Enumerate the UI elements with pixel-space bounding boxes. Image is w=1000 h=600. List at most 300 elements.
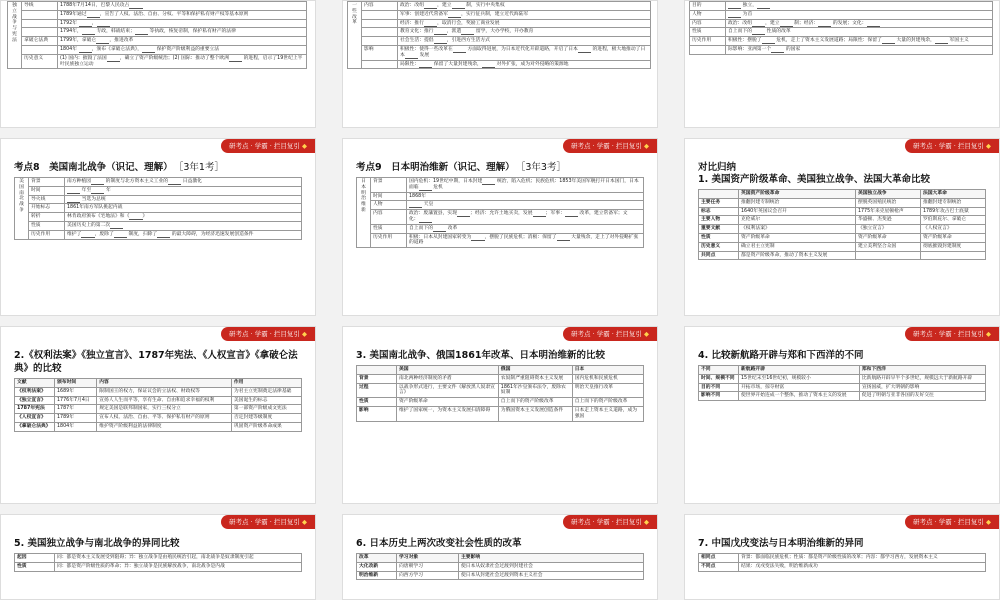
- fill-blank: [482, 179, 495, 185]
- table-cell: 彻底摧毁封建制度: [920, 242, 985, 251]
- nav-badge[interactable]: 研考点 · 学霸 · 拦目复引 ◆: [221, 327, 315, 341]
- table-cell: 维护了国家统一，为资本主义发展扫清障碍: [397, 406, 499, 421]
- row-value: 美国历史上的第二次: [65, 221, 302, 230]
- table-row: [348, 60, 651, 69]
- row-value: 社会生活：提倡 ，引进西方生活方式: [398, 37, 651, 46]
- fill-blank: [114, 232, 127, 238]
- fill-blank: [129, 3, 142, 9]
- row-value: 政治：废藩置县，实现 ；经济：允许土地买卖，发展 ；军事： 改革，建立常备军；文化：: [407, 210, 644, 225]
- fill-blank: [448, 12, 461, 18]
- table-cell: 资产阶级革命: [739, 233, 856, 242]
- table-row: [357, 210, 644, 225]
- row-value: 局限性： 保留了大量封建残余， 对外扩张，成为对外侵略的策源地: [398, 60, 651, 69]
- table-cell: 主要人物: [699, 216, 739, 225]
- table-cell: 美国诞生的标志: [231, 396, 301, 405]
- table-reforms: [356, 365, 644, 422]
- row-key: 开始标志: [29, 204, 65, 213]
- table-cell: 影响不同: [699, 392, 739, 401]
- nav-badge[interactable]: 研考点 · 学霸 · 拦目复引 ◆: [221, 515, 315, 529]
- table-cell: 明治天皇推行改革: [572, 383, 643, 398]
- fill-blank: [97, 21, 110, 27]
- table-cell: 背景：都面临民族危机；性质：都是资产阶级性质的改革；内容：都学习西方，发展资本主义: [739, 554, 986, 563]
- row-key: 性质: [371, 224, 407, 233]
- fill-blank: [67, 188, 80, 194]
- table-cell: 华盛顿、杰斐逊: [855, 216, 920, 225]
- fill-blank: [409, 202, 422, 208]
- row-key: [22, 45, 58, 54]
- column-header: 文献: [15, 379, 55, 388]
- fill-blank: [419, 185, 432, 191]
- table-cell: 以战争形式进行，主要文件《解放黑人奴隶宣言》: [397, 383, 499, 398]
- table-row: [8, 45, 307, 54]
- fill-blank: [229, 56, 242, 62]
- row-value: 维护了 ，废除了 制度，扫除了 的最大障碍，为经济迅速发展创造条件: [65, 230, 302, 239]
- table-french-revolution: [7, 1, 307, 69]
- row-key: [690, 45, 726, 54]
- column-header: 新航路开辟: [739, 366, 860, 375]
- column-header: 学习对象: [397, 554, 459, 563]
- column-header: 日本: [572, 366, 643, 375]
- row-key: 时间: [371, 192, 407, 201]
- column-header: 不同: [699, 366, 739, 375]
- table-cell: 使世界开始连成一个整体，推动了资本主义的发展: [739, 392, 860, 401]
- table-cell: 不同点: [699, 562, 739, 571]
- row-key: [362, 10, 398, 19]
- fill-blank: [142, 47, 155, 53]
- fill-blank: [780, 21, 793, 27]
- fill-blank: [96, 38, 109, 44]
- fill-blank: [533, 211, 546, 217]
- slide-meiji-restoration: [342, 138, 658, 316]
- row-key: [362, 19, 398, 28]
- row-value: 独立，: [726, 2, 993, 11]
- table-cell: 《拿破仑法典》: [15, 422, 55, 431]
- row-value: 自上而下的 性质的改革: [726, 28, 993, 37]
- section-title: 2.《权利法案》《独立宣言》、1787年宪法、《人权宣言》《拿破仑法典》的比较: [14, 350, 298, 374]
- table-row: [699, 198, 986, 207]
- row-key: [362, 28, 398, 37]
- table-cell: 使日本从奴隶社会过渡到封建社会: [458, 562, 643, 571]
- table-cell: 《独立宣言》: [855, 225, 920, 234]
- table-row: [357, 562, 644, 571]
- slide-documents-comparison: [0, 326, 316, 504]
- table-cell: 共同点: [699, 251, 739, 260]
- table-row: [15, 396, 302, 405]
- table-cell: 《独立宣言》: [15, 396, 55, 405]
- table-cell: 1861年沙皇颁布法令，废除农奴制: [498, 383, 572, 398]
- fill-blank: [91, 188, 104, 194]
- column-header: 郑和下西洋: [859, 366, 985, 375]
- nav-badge[interactable]: 研考点 · 学霸 · 拦目复引 ◆: [563, 515, 657, 529]
- table-cell: 第一部资产阶级成文宪法: [231, 405, 301, 414]
- section-title: 对比归纳: [698, 162, 737, 173]
- row-value: 积极性：使得一些改革在 方面取得进展，为日本近代化开辟道路，开启了日本 的进程，极大地推动了日本 发展: [398, 45, 651, 60]
- table-cell: 摆脱英国殖民统治: [855, 198, 920, 207]
- table-documents: [14, 378, 302, 432]
- table-row: [15, 221, 302, 230]
- table-row: [15, 405, 302, 414]
- table-cell: 相同点: [699, 554, 739, 563]
- fill-blank: [419, 62, 432, 68]
- fill-blank: [129, 214, 142, 220]
- fill-blank: [578, 47, 591, 53]
- table-row: [8, 2, 307, 11]
- column-header: 美国独立战争: [855, 190, 920, 199]
- table-row: [690, 19, 993, 28]
- fill-blank: [434, 29, 447, 35]
- table-cell: 开拓市场，掠夺财富: [739, 383, 860, 392]
- table-row: [8, 28, 307, 37]
- table-row: [15, 230, 302, 239]
- fill-blank: [471, 235, 484, 241]
- table-cell: 时间、规模不同: [699, 374, 739, 383]
- table-row: [699, 242, 986, 251]
- table-row: [348, 28, 651, 37]
- table-cell: 背景: [357, 374, 397, 383]
- table-row: [357, 398, 644, 407]
- table-cell: 巩固资产阶级革命成果: [231, 422, 301, 431]
- fill-blank: [728, 3, 741, 9]
- row-value: 天皇: [407, 201, 644, 210]
- section-subtitle: 1. 美国资产阶级革命、美国独立战争、法国大革命比较: [698, 174, 931, 185]
- fill-blank: [79, 21, 92, 27]
- fill-blank: [405, 53, 418, 59]
- table-reform: [347, 1, 651, 69]
- row-key: 人物: [371, 201, 407, 210]
- table-row: [699, 216, 986, 225]
- table-cell: 南北两种经济制度的矛盾: [397, 374, 499, 383]
- row-value: 经济：推行 ，取消行会，奖励工商业发展: [398, 19, 651, 28]
- table-japan-reforms: [356, 553, 644, 580]
- section-title: 5. 美国独立战争与南北战争的异同比较: [14, 538, 180, 549]
- fill-blank: [557, 235, 570, 241]
- table-cell: 为君主立宪制奠定法律基础: [231, 387, 301, 396]
- fill-blank: [424, 3, 437, 9]
- table-row: [15, 414, 302, 423]
- row-key: 影响: [362, 45, 398, 60]
- table-cell: 自上而下的资产阶级改革: [498, 398, 572, 407]
- fill-blank: [867, 21, 880, 27]
- table-voyages: [698, 365, 986, 401]
- table-cell: 过程: [357, 383, 397, 398]
- column-header: 法国大革命: [920, 190, 985, 199]
- table-row: [699, 562, 986, 571]
- table-cell: 目的不同: [699, 383, 739, 392]
- column-header: 俄国: [498, 366, 572, 375]
- fill-blank: [757, 3, 770, 9]
- slide-french-revolution: [0, 0, 316, 128]
- row-key: 历史作用: [690, 37, 726, 46]
- table-cell: 资产阶级革命: [397, 398, 499, 407]
- row-key: 历史意义: [22, 54, 58, 69]
- table-row: [699, 392, 986, 401]
- row-key: [362, 60, 398, 69]
- fill-blank: [424, 21, 437, 27]
- table-row: [357, 571, 644, 580]
- table-reform-summary: [689, 1, 993, 55]
- row-key: 背景: [29, 178, 65, 187]
- fill-blank: [728, 12, 741, 18]
- fill-blank: [110, 223, 123, 229]
- table-row: [15, 195, 302, 204]
- row-value: 为首: [726, 10, 993, 19]
- table-row: [357, 233, 644, 248]
- table-cell: 自上而下的资产阶级改革: [572, 398, 643, 407]
- fill-blank: [457, 211, 470, 217]
- section-title: 考点9 日本明治维新（识记、理解） ［3年3考］: [356, 162, 566, 173]
- table-cell: 性质: [699, 233, 739, 242]
- fill-blank: [935, 38, 948, 44]
- table-cell: 1776年7月4日: [55, 396, 97, 405]
- table-cell: 资产阶级革命: [920, 233, 985, 242]
- fill-blank: [882, 38, 895, 44]
- table-row: [15, 186, 302, 195]
- row-value: 1794年， 专政，韩战结束； 等执政，恢复帝制，保护私有财产的法律: [58, 28, 307, 37]
- row-value: 自上而下的 改革: [407, 224, 644, 233]
- row-key: [22, 10, 58, 19]
- row-value: 际影响：亚洲第一个 的国家: [726, 45, 993, 54]
- column-header: 内容: [97, 379, 232, 388]
- column-header: [357, 366, 397, 375]
- table-china-japan: [698, 553, 986, 572]
- row-value: 政治：改组 ，建立 制；经济： 的发展；文化：: [726, 19, 993, 28]
- row-key: 背景: [371, 178, 407, 193]
- row-value: 1788年7月14日，巴黎人民攻占: [58, 2, 307, 11]
- fill-blank: [461, 29, 474, 35]
- table-cell: 《人权宣言》: [15, 414, 55, 423]
- row-key: 性质: [29, 221, 65, 230]
- side-label: 一些改革: [348, 2, 362, 69]
- table-cell: 宣布人权、法治、自由、平等、保护私有财产的原则: [97, 414, 232, 423]
- nav-badge[interactable]: 研考点 · 学霸 · 拦目复引 ◆: [905, 327, 999, 341]
- table-cell: 同：都是资本主义发展受到阻碍；异：独立战争是由殖民统治引起，南北战争是奴隶制度引起: [55, 554, 302, 563]
- fill-blank: [107, 56, 120, 62]
- row-key: 内容: [371, 210, 407, 225]
- table-row: [699, 207, 986, 216]
- fill-blank: [453, 47, 466, 53]
- row-value: 1789年通过 ，宣告了人权、法治、自由、分权、平等和保护私有财产权等基本原则: [58, 10, 307, 19]
- table-cell: 1787年宪法: [15, 405, 55, 414]
- table-cell: 维护资产阶级利益的法律制度: [97, 422, 232, 431]
- table-cell: 使日本从封建社会过渡到资本主义社会: [458, 571, 643, 580]
- table-row: [357, 374, 644, 383]
- table-cell: [920, 251, 985, 260]
- table-cell: 向唐朝学习: [397, 562, 459, 571]
- table-row: [357, 383, 644, 398]
- table-row: [699, 374, 986, 383]
- table-cell: 15世纪末至16世纪初，规模较小: [739, 374, 860, 383]
- fill-blank: [168, 179, 181, 185]
- nav-badge[interactable]: 研考点 · 学霸 · 拦目复引 ◆: [563, 327, 657, 341]
- section-title: 6. 日本历史上两次改变社会性质的改革: [356, 538, 522, 549]
- table-cell: 向西方学习: [397, 571, 459, 580]
- fill-blank: [452, 3, 465, 9]
- table-cell: 都是资产阶级革命，推动了资本主义发展: [739, 251, 856, 260]
- table-row: [699, 233, 986, 242]
- table-cell: 重要文献: [699, 225, 739, 234]
- table-cell: 结果：戊戌变法失败，明治维新成功: [739, 562, 986, 571]
- table-row: [15, 562, 302, 571]
- table-cell: 性质: [15, 562, 55, 571]
- row-value: 军事：创建近代常备军 ，实行征兵制，建立近代海陆军: [398, 10, 651, 19]
- table-cell: 1789年: [55, 414, 97, 423]
- table-row: [357, 178, 644, 193]
- column-header: 美国: [397, 366, 499, 375]
- slide-reform-summary: [684, 0, 1000, 128]
- table-cell: 为俄国资本主义发展创造条件: [498, 406, 572, 421]
- table-row: [8, 54, 307, 69]
- row-key: [362, 37, 398, 46]
- table-cell: 标志: [699, 207, 739, 216]
- row-key: 性质: [690, 28, 726, 37]
- table-cell: 1804年: [55, 422, 97, 431]
- table-cell: 推翻封建专制统治: [739, 198, 856, 207]
- column-header: [699, 190, 739, 199]
- table-cell: 农奴制严重阻碍资本主义发展: [498, 374, 572, 383]
- table-row: [699, 225, 986, 234]
- table-row: [15, 178, 302, 187]
- section-title: 7. 中国戊戌变法与日本明治维新的异同: [698, 538, 864, 549]
- table-cell: 起因: [15, 554, 55, 563]
- table-cell: 限制国王的权力，保证议会的立法权、财政权等: [97, 387, 232, 396]
- table-row: [348, 45, 651, 60]
- section-title: 3. 美国南北战争、俄国1861年改革、日本明治维新的比较: [356, 350, 605, 361]
- table-row: [348, 2, 651, 11]
- table-wars: [14, 553, 302, 572]
- row-value: 1804年 ，颁布《拿破仑法典》， 保护资产阶级利益的重要立法: [58, 45, 307, 54]
- table-cell: 国内危机和民族危机: [572, 374, 643, 383]
- side-label: 日本明治维新: [357, 178, 371, 248]
- row-value: 积极性：摆脱了 危机，走上了资本主义发展道路；局限性：保留了 大量的封建残余， 军国主义: [726, 37, 993, 46]
- fill-blank: [81, 232, 94, 238]
- slide-american-civil-war: [0, 138, 316, 316]
- table-civil-war: [14, 177, 302, 240]
- table-row: [357, 201, 644, 210]
- row-value: 政治：改组 ，建立 制，实行中央集权: [398, 2, 651, 11]
- table-row: [15, 213, 302, 222]
- table-cell: 日本走上资本主义道路，成为强国: [572, 406, 643, 421]
- nav-badge[interactable]: 研考点 · 学霸 · 拦目复引 ◆: [905, 139, 999, 153]
- fill-blank: [79, 47, 92, 53]
- row-key: 目的: [690, 2, 726, 11]
- row-value: (1) 国内：摧毁了法国 ，确立了资产阶级统治；(2) 国际：推动了整个欧洲 的进程，启示了19世纪上半叶民族独立运动: [58, 54, 307, 69]
- table-cell: 克伦威尔: [739, 216, 856, 225]
- table-revolutions: [698, 189, 986, 260]
- row-key: 历史作用: [371, 233, 407, 248]
- row-value: 当选为总统: [65, 195, 302, 204]
- table-row: [699, 383, 986, 392]
- table-meiji: [356, 177, 644, 248]
- row-value: 年至 年: [65, 186, 302, 195]
- column-header: 主要影响: [458, 554, 643, 563]
- table-cell: 《人权宣言》: [920, 225, 985, 234]
- table-row: [8, 37, 307, 46]
- table-cell: 推翻封建专制统治: [920, 198, 985, 207]
- table-cell: 同：都是资产阶级性质的革命；异：独立战争是民族解放战争，南北战争是内战: [55, 562, 302, 571]
- column-header: 颁布时间: [55, 379, 97, 388]
- table-row: [8, 10, 307, 19]
- table-row: [348, 37, 651, 46]
- fill-blank: [135, 29, 148, 35]
- table-row: [357, 224, 644, 233]
- table-cell: 宣扬国威，扩大明朝的影响: [859, 383, 985, 392]
- table-row: [8, 19, 307, 28]
- table-cell: 《权利法案》: [15, 387, 55, 396]
- row-value: 教育文化：推行 ，派遣 留学，大办学校，开办教育: [398, 28, 651, 37]
- table-row: [348, 10, 651, 19]
- fill-blank: [771, 47, 784, 53]
- table-cell: 历史意义: [699, 242, 739, 251]
- slide-china-japan: [684, 514, 1000, 600]
- fill-blank: [157, 232, 170, 238]
- row-value: 积极：日本从封建国家转变为 ，摆脱了民族危机；消极：保留了 大量残余，走上了对外侵略扩张的道路: [407, 233, 644, 248]
- fill-blank: [762, 38, 775, 44]
- table-row: [348, 19, 651, 28]
- fill-blank: [752, 21, 765, 27]
- slide-reform: [342, 0, 658, 128]
- table-cell: 主要任务: [699, 198, 739, 207]
- table-cell: 1689年: [55, 387, 97, 396]
- table-row: [690, 37, 993, 46]
- table-cell: 确立君主立宪制: [739, 242, 856, 251]
- fill-blank: [419, 217, 432, 223]
- fill-blank: [67, 197, 80, 203]
- table-row: [357, 406, 644, 421]
- slide-wars-comparison: [0, 514, 316, 600]
- row-key: 导线: [22, 2, 58, 11]
- row-key: 导火线: [29, 195, 65, 204]
- fill-blank: [434, 38, 447, 44]
- row-key: [22, 28, 58, 37]
- table-cell: 1789年攻占巴士底狱: [920, 207, 985, 216]
- column-header: 英国资产阶级革命: [739, 190, 856, 199]
- table-row: [15, 204, 302, 213]
- table-row: [15, 422, 302, 431]
- table-row: [699, 554, 986, 563]
- side-label: 美国南北战争: [15, 178, 29, 240]
- row-key: 内容: [362, 2, 398, 11]
- table-row: [15, 387, 302, 396]
- table-cell: 大化改新: [357, 562, 397, 571]
- table-cell: [855, 251, 920, 260]
- table-cell: 影响: [357, 406, 397, 421]
- slide-voyages-comparison: [684, 326, 1000, 504]
- table-cell: 宣扬人人生而平等，享有生命、自由和追求幸福的权利: [97, 396, 232, 405]
- fill-blank: [482, 62, 495, 68]
- row-key: 拿破仑法典: [22, 37, 58, 46]
- row-value: 林肯政府颁布《宅地法》和《 》: [65, 213, 302, 222]
- table-cell: 1775年来克星顿枪声: [855, 207, 920, 216]
- nav-badge[interactable]: 研考点 · 学霸 · 拦目复引 ◆: [563, 139, 657, 153]
- slide-reforms-comparison: [342, 326, 658, 504]
- table-cell: 规定美国是联邦制国家，实行三权分立: [97, 405, 232, 414]
- side-label: 独立战争与宪法: [8, 2, 22, 69]
- table-cell: 罗伯斯庇尔、拿破仑: [920, 216, 985, 225]
- row-key: 历史作用: [29, 230, 65, 239]
- row-value: 1799年，拿破仑 ，推进改革: [58, 37, 307, 46]
- row-key: 人物: [690, 10, 726, 19]
- fill-blank: [565, 211, 578, 217]
- table-cell: 资产阶级革命: [855, 233, 920, 242]
- table-cell: 建立美利坚合众国: [855, 242, 920, 251]
- row-value: 南方种植园 的制度与北方资本主义工业的 日益激化: [65, 178, 302, 187]
- nav-badge[interactable]: 研考点 · 学霸 · 拦目复引 ◆: [221, 139, 315, 153]
- column-header: 改革: [357, 554, 397, 563]
- table-cell: 1640年英国议会召开: [739, 207, 856, 216]
- nav-badge[interactable]: 研考点 · 学霸 · 拦目复引 ◆: [905, 515, 999, 529]
- row-key: 时间: [29, 186, 65, 195]
- row-value: 1868年: [407, 192, 644, 201]
